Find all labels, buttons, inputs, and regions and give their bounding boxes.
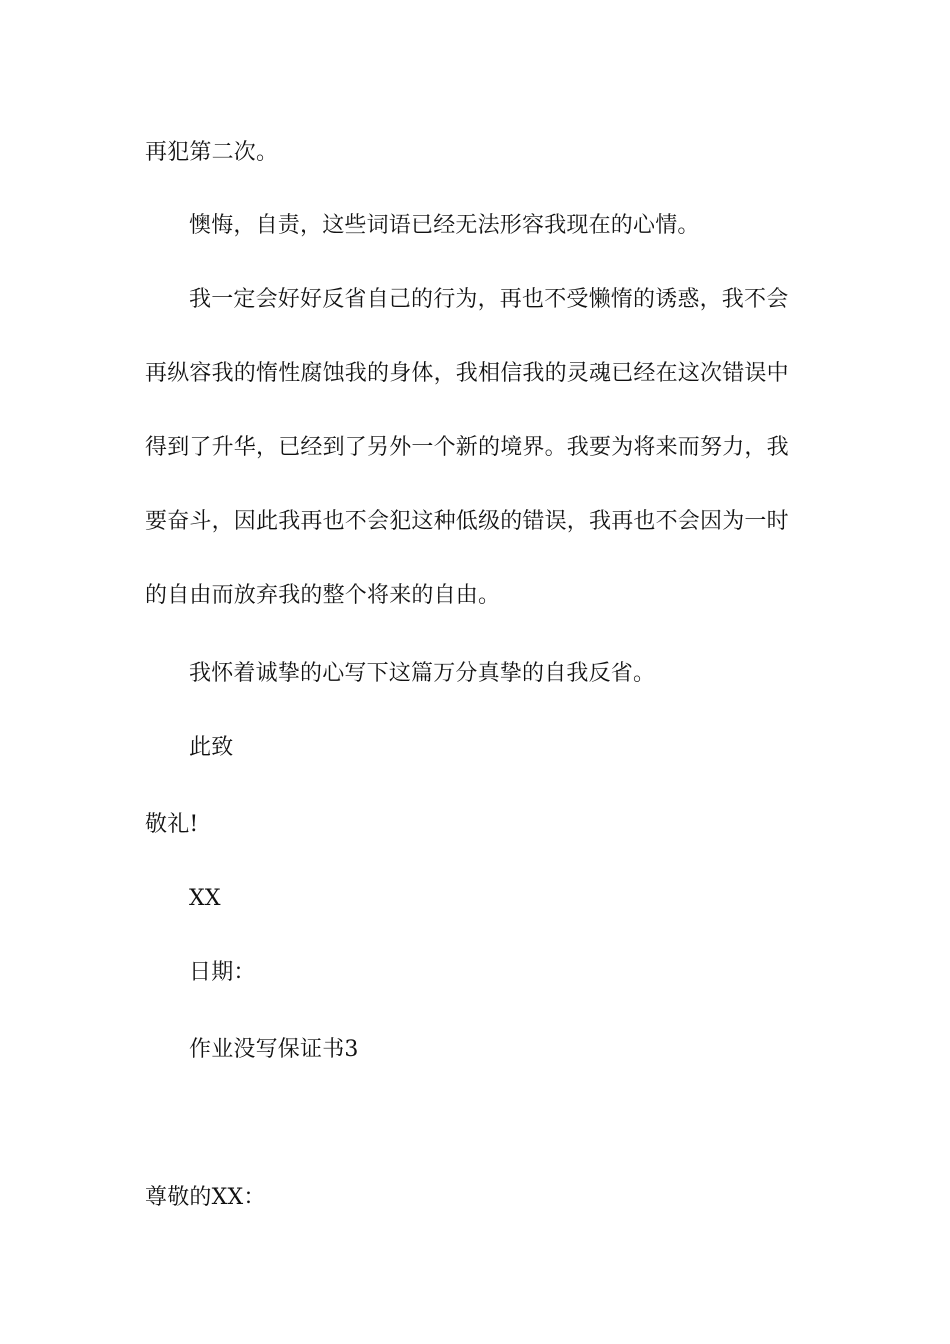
text-paragraph-remorse: 懊悔，自责，这些词语已经无法形容我现在的心情。 [189,213,700,238]
section-heading: 作业没写保证书3 [189,1037,359,1062]
text-paragraph-reflection-line-5: 的自由而放弃我的整个将来的自由。 [145,583,501,608]
salutation-cizhi: 此致 [189,735,234,760]
text-paragraph-reflection-line-2: 再纵容我的惰性腐蚀我的身体，我相信我的灵魂已经在这次错误中 [145,361,789,386]
text-paragraph-reflection-line-3: 得到了升华，已经到了另外一个新的境界。我要为将来而努力，我 [145,435,789,460]
salutation-jingli: 敬礼! [145,812,199,837]
signature-date: 日期： [189,960,256,985]
signature-name: XX [189,886,221,911]
text-paragraph-closing: 我怀着诚挚的心写下这篇万分真挚的自我反省。 [189,661,656,686]
text-line-continuation: 再犯第二次。 [145,140,279,165]
text-paragraph-reflection-line-1: 我一定会好好反省自己的行为，再也不受懒惰的诱惑，我不会 [189,287,789,312]
letter-greeting: 尊敬的XX： [145,1185,266,1210]
text-paragraph-reflection-line-4: 要奋斗，因此我再也不会犯这种低级的错误，我再也不会因为一时 [145,509,789,534]
